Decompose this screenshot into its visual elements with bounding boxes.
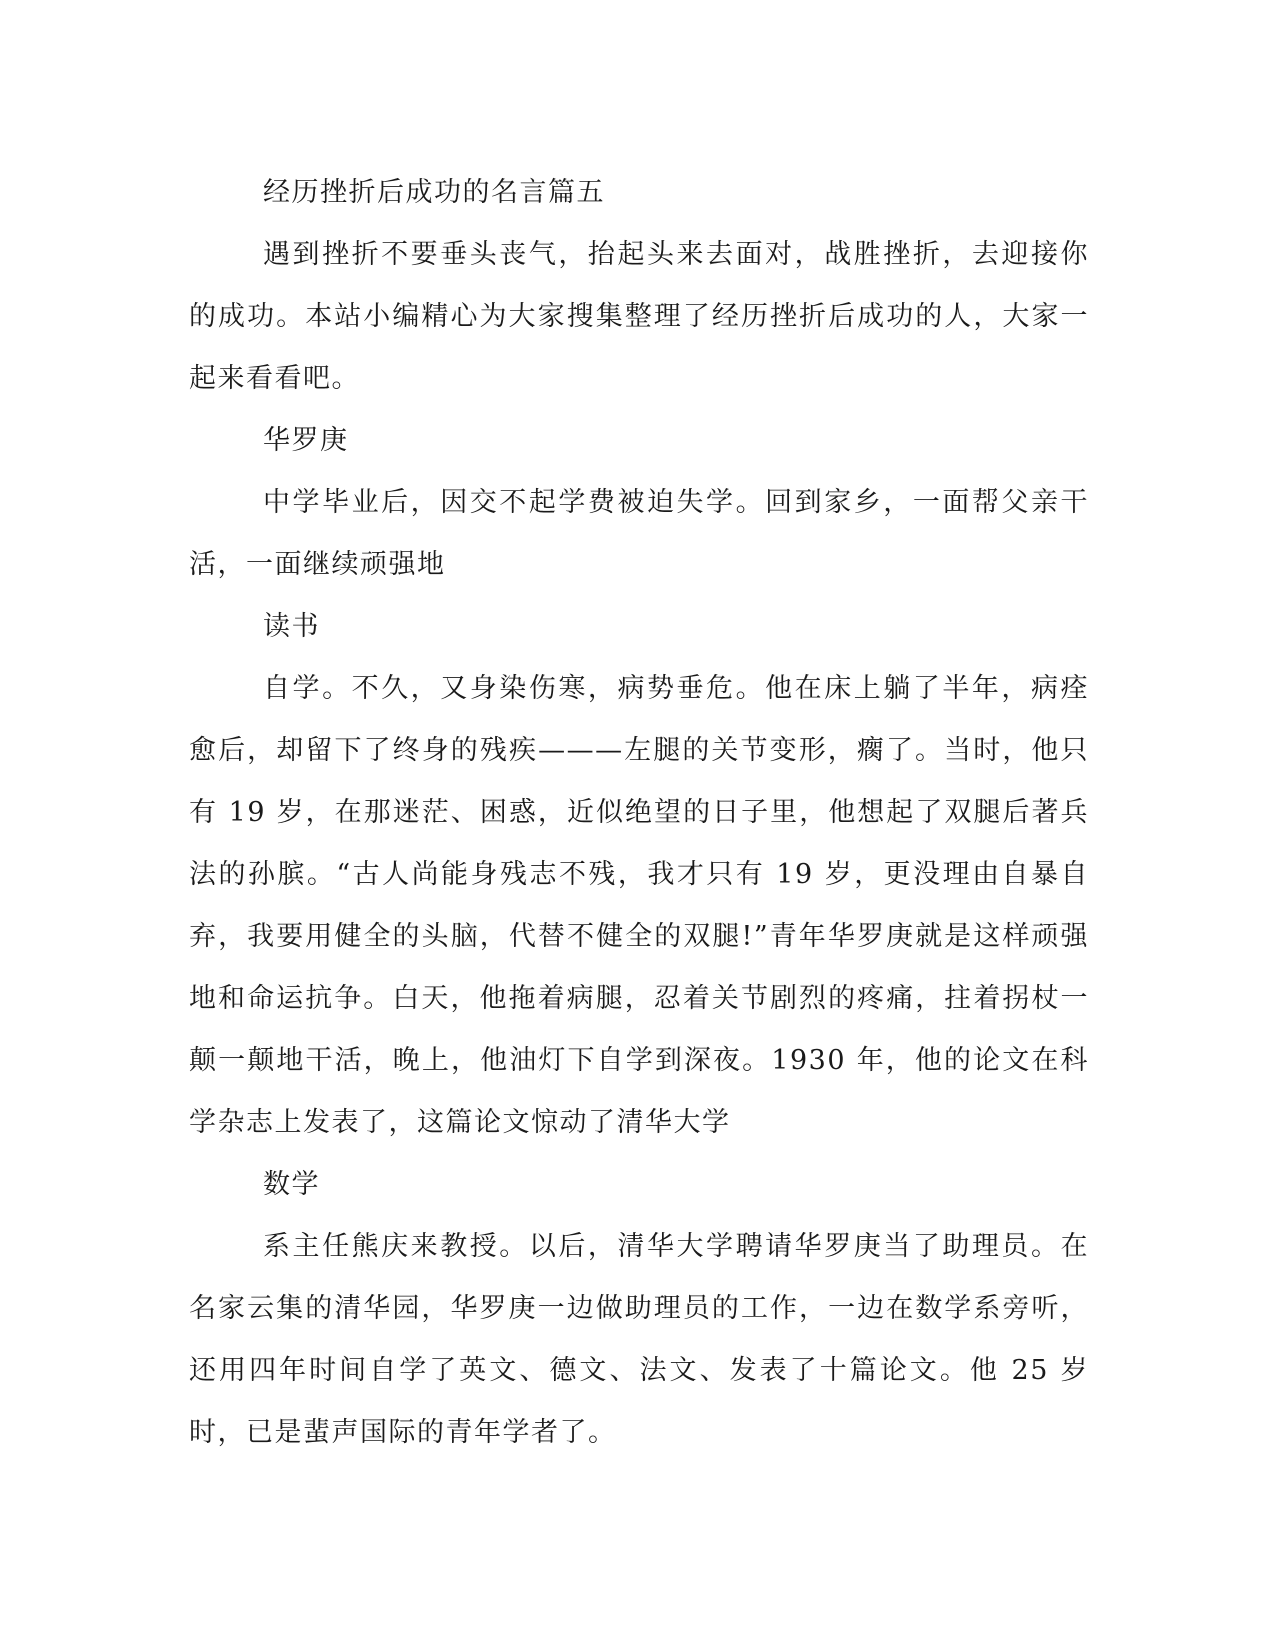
intro-paragraph: 遇到挫折不要垂头丧气，抬起头来去面对，战胜挫折，去迎接你的成功。本站小编精心为大家搜集整理了经历挫折后成功的人，大家一起来看看吧。 [189,239,1089,394]
section-heading: 经历挫折后成功的名言篇五 [263,177,605,208]
body-paragraph: 自学。不久，又身染伤寒，病势垂危。他在床上躺了半年，病痊愈后，却留下了终身的残疾———左腿的关节变形，瘸了。当时，他只有 19 岁，在那迷茫、困惑，近似绝望的日子里，他想起了双腿后著兵法的孙膑。“古人尚能身残志不残，我才只有 19 岁，更没理由自暴自弃，我要用健全的头脑，代替不健全的双腿!”青年华罗庚就是这样顽强地和命运抗争。白天，他拖着病腿，忍着关节剧烈的疼痛，拄着拐杖一颠一颠地干活，晚上，他油灯下自学到深夜。1930 年，他的论文在科学杂志上发表了，这篇论文惊动了清华大学 [189,673,1089,1138]
document-body [189,162,1089,1464]
body-paragraph: 系主任熊庆来教授。以后，清华大学聘请华罗庚当了助理员。在名家云集的清华园，华罗庚一边做助理员的工作，一边在数学系旁听，还用四年时间自学了英文、德文、法文、发表了十篇论文。他 25 岁时，已是蜚声国际的青年学者了。 [189,1231,1089,1448]
body-fragment: 数学 [263,1169,320,1200]
body-fragment: 读书 [263,611,320,642]
person-name: 华罗庚 [263,425,349,456]
body-paragraph: 中学毕业后，因交不起学费被迫失学。回到家乡，一面帮父亲干活，一面继续顽强地 [189,487,1089,580]
